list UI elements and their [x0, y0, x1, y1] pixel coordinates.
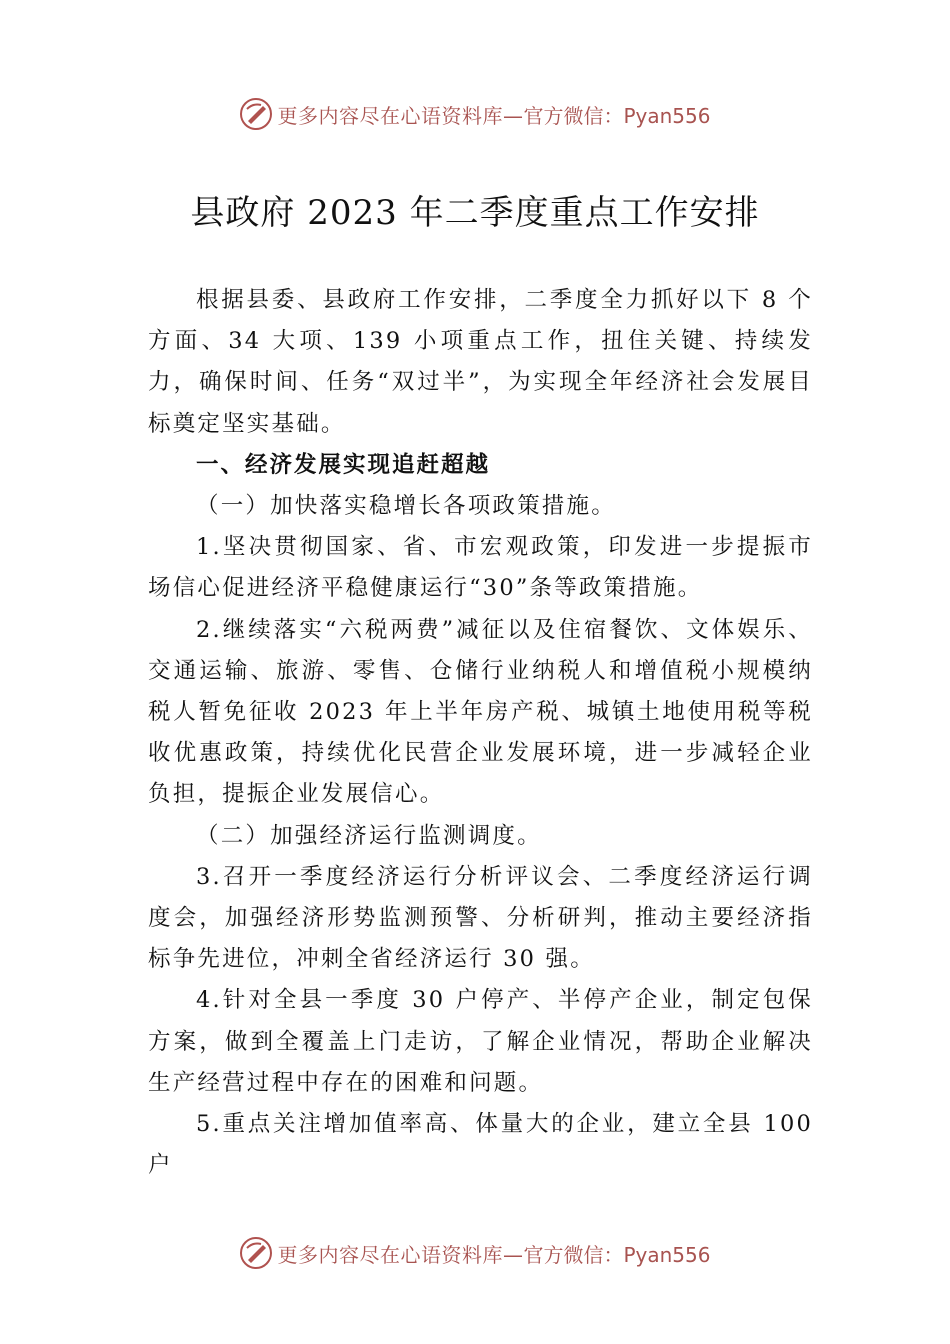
subsection-heading: （二）加强经济运行监测调度。 [196, 822, 542, 849]
watermark-wechat: 官方微信：Pyan556 [523, 1242, 711, 1267]
body-paragraph: 3.召开一季度经济运行分析评议会、二季度经济运行调度会，加强经济形势监测预警、分析研判，推动主要经济指标争先进位，冲刺全省经济运行 30 强。 [148, 863, 813, 973]
subsection-heading: （一）加快落实稳增长各项政策措施。 [196, 493, 616, 520]
watermark-wechat: 官方微信：Pyan556 [523, 103, 711, 128]
watermark-text: 更多内容尽在心语资料库— [277, 1242, 524, 1267]
body-paragraph: 1.坚决贯彻国家、省、市宏观政策，印发进一步提振市场信心促进经济平稳健康运行“30”条等政策措施。 [148, 534, 813, 602]
library-logo-icon [239, 1236, 273, 1270]
watermark-footer [0, 1233, 950, 1273]
body-paragraph: 4.针对全县一季度 30 户停产、半停产企业，制定包保方案，做到全覆盖上门走访，了解企业情况，帮助企业解决生产经营过程中存在的困难和问题。 [148, 987, 813, 1096]
intro-paragraph: 根据县委、县政府工作安排，二季度全力抓好以下 8 个方面、34 大项、139 小项重点工作，扭住关键、持续发力，确保时间、任务“双过半”，为实现全年经济社会发展目标奠定坚实基础。 [148, 287, 813, 437]
document-body [148, 280, 813, 1186]
section-heading: 一、经济发展实现追赶超越 [196, 451, 491, 478]
library-logo-icon [239, 97, 273, 131]
body-paragraph: 2.继续落实“六税两费”减征以及住宿餐饮、文体娱乐、交通运输、旅游、零售、仓储行业纳税人和增值税小规模纳税人暂免征收 2023 年上半年房产税、城镇土地使用税等税收优惠政策，持续优化民营企业发展环境，进一步减轻企业负担，提振企业发展信心。 [148, 616, 813, 808]
watermark-text: 更多内容尽在心语资料库— [277, 103, 524, 128]
body-paragraph: 5.重点关注增加值率高、体量大的企业，建立全县 100 户 [148, 1111, 813, 1179]
document-title: 县政府 2023 年二季度重点工作安排 [190, 193, 760, 233]
watermark-header [0, 94, 950, 134]
